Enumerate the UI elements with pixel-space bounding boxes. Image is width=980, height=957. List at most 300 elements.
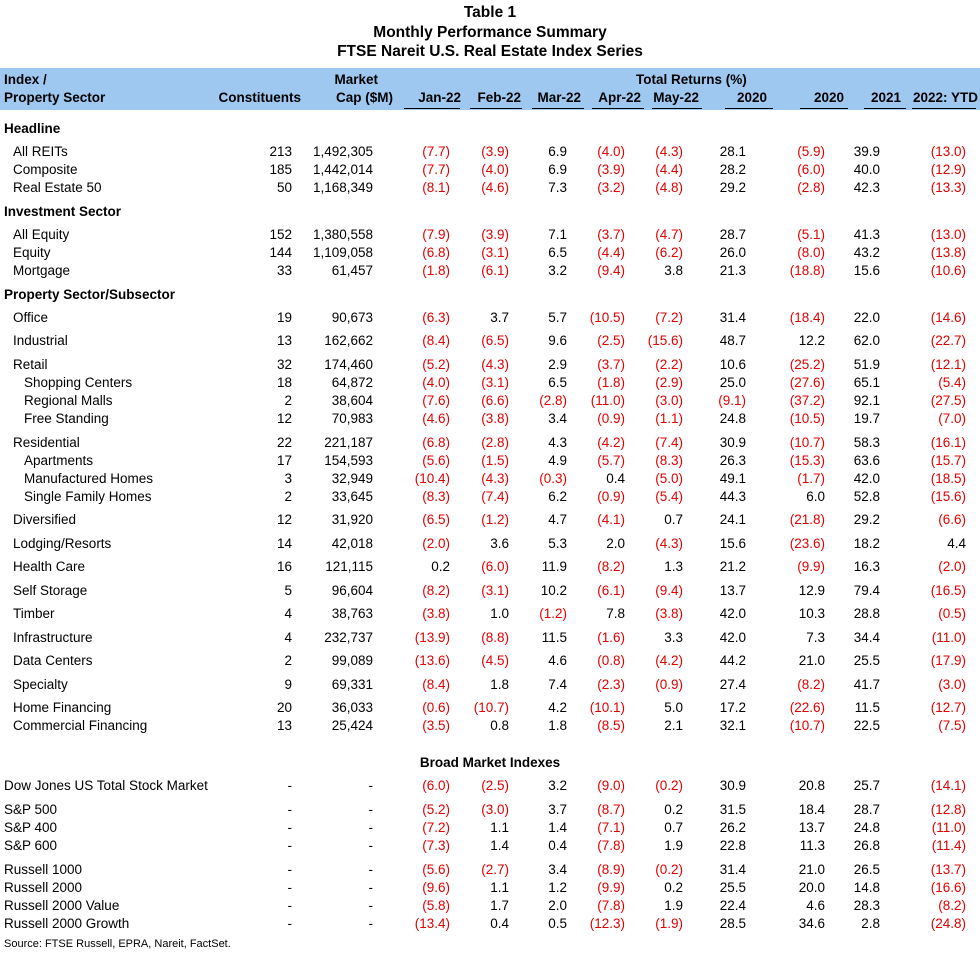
market-cap-cell: -	[368, 880, 373, 895]
return-cell: (10.5)	[589, 310, 625, 325]
return-cell: (7.5)	[938, 718, 966, 733]
market-cap-cell: 32,949	[331, 471, 373, 486]
market-cap-cell: 1,109,058	[312, 245, 373, 260]
return-cell: 34.6	[798, 916, 825, 931]
table-row	[0, 915, 980, 933]
constituents-cell: 4	[284, 630, 292, 645]
return-cell: 28.8	[853, 606, 880, 621]
row-name: Data Centers	[13, 653, 93, 668]
return-cell: (7.6)	[422, 393, 450, 408]
return-cell: 1.7	[490, 898, 509, 913]
return-cell: (6.0)	[797, 162, 825, 177]
return-cell: (17.9)	[930, 653, 966, 668]
return-cell: 26.2	[719, 820, 746, 835]
table-row	[0, 511, 980, 529]
header-col-jan22: Jan-22	[418, 90, 461, 105]
table-row	[0, 143, 980, 161]
return-cell: (27.6)	[789, 375, 825, 390]
return-cell: 6.5	[548, 375, 567, 390]
return-cell: 62.0	[853, 333, 880, 348]
constituents-cell: -	[287, 862, 292, 877]
return-cell: (2.8)	[481, 435, 509, 450]
return-cell: (15.6)	[647, 333, 683, 348]
row-name: Dow Jones US Total Stock Market	[4, 778, 208, 793]
return-cell: (13.3)	[930, 180, 966, 195]
return-cell: (10.7)	[789, 718, 825, 733]
return-cell: (13.4)	[414, 916, 450, 931]
row-name: Commercial Financing	[13, 718, 148, 733]
return-cell: (11.0)	[590, 393, 625, 408]
return-cell: (27.5)	[930, 393, 966, 408]
return-cell: 10.2	[540, 583, 567, 598]
return-cell: 51.9	[853, 357, 880, 372]
broad-market-title: Broad Market Indexes	[419, 755, 561, 770]
market-cap-cell: 99,089	[331, 653, 373, 668]
return-cell: 29.2	[719, 180, 746, 195]
return-cell: (0.3)	[539, 471, 567, 486]
header-underline	[800, 108, 848, 109]
return-cell: 19.7	[853, 411, 880, 426]
return-cell: 18.2	[853, 536, 880, 551]
return-cell: (5.2)	[422, 357, 450, 372]
header-col-2022-ytd: 2022: YTD	[912, 90, 978, 105]
return-cell: (4.6)	[422, 411, 450, 426]
row-name: S&P 400	[4, 820, 58, 835]
table-header	[0, 68, 980, 110]
row-name: Residential	[13, 435, 80, 450]
return-cell: (2.5)	[481, 778, 509, 793]
return-cell: (1.1)	[655, 411, 683, 426]
return-cell: 41.7	[853, 677, 880, 692]
return-cell: (2.0)	[422, 536, 450, 551]
return-cell: (13.0)	[930, 227, 966, 242]
return-cell: (11.0)	[931, 630, 966, 645]
return-cell: (4.4)	[655, 162, 683, 177]
return-cell: (7.4)	[655, 435, 683, 450]
return-cell: 4.9	[548, 453, 567, 468]
return-cell: (10.6)	[930, 263, 966, 278]
return-cell: (3.1)	[481, 583, 509, 598]
return-cell: (6.8)	[422, 435, 450, 450]
return-cell: 42.0	[719, 606, 746, 621]
return-cell: 7.8	[606, 606, 625, 621]
header-underline	[912, 108, 976, 109]
constituents-cell: 2	[284, 393, 292, 408]
return-cell: (3.9)	[481, 227, 509, 242]
section-label: Investment Sector	[4, 204, 122, 219]
return-cell: 1.1	[490, 880, 509, 895]
return-cell: 24.8	[719, 411, 746, 426]
return-cell: (4.1)	[597, 512, 625, 527]
return-cell: 28.7	[719, 227, 746, 242]
market-cap-cell: 33,645	[331, 489, 373, 504]
return-cell: (4.2)	[655, 653, 683, 668]
return-cell: (10.5)	[789, 411, 825, 426]
return-cell: (22.7)	[930, 333, 966, 348]
header-col-2020a: 2020	[736, 90, 767, 105]
return-cell: 0.2	[664, 802, 683, 817]
return-cell: 22.5	[853, 718, 880, 733]
return-cell: (1.6)	[597, 630, 625, 645]
return-cell: 18.4	[798, 802, 825, 817]
return-cell: (13.8)	[930, 245, 966, 260]
return-cell: (2.5)	[597, 333, 625, 348]
return-cell: (6.6)	[938, 512, 966, 527]
return-cell: (12.7)	[930, 700, 966, 715]
return-cell: (16.5)	[930, 583, 966, 598]
return-cell: 0.4	[548, 838, 567, 853]
return-cell: (3.0)	[481, 802, 509, 817]
return-cell: (8.0)	[797, 245, 825, 260]
return-cell: 65.1	[853, 375, 880, 390]
return-cell: (8.8)	[481, 630, 509, 645]
table-row	[0, 837, 980, 855]
return-cell: (2.9)	[655, 375, 683, 390]
return-cell: 31.4	[719, 310, 746, 325]
market-cap-cell: -	[368, 862, 373, 877]
header-underline	[652, 108, 702, 109]
table-row	[0, 161, 980, 179]
return-cell: 4.2	[548, 700, 567, 715]
return-cell: 11.9	[541, 559, 567, 574]
return-cell: 0.7	[664, 512, 683, 527]
table-row	[0, 676, 980, 694]
table-row	[0, 605, 980, 623]
return-cell: (8.5)	[597, 718, 625, 733]
header-col-2021: 2021	[870, 90, 901, 105]
market-cap-cell: -	[368, 838, 373, 853]
return-cell: 11.3	[799, 838, 825, 853]
constituents-cell: 16	[276, 559, 292, 574]
table-row	[0, 558, 980, 576]
header-col-mar22: Mar-22	[537, 90, 581, 105]
return-cell: 3.6	[490, 536, 509, 551]
return-cell: (7.9)	[422, 227, 450, 242]
return-cell: (8.3)	[422, 489, 450, 504]
return-cell: 2.1	[664, 718, 683, 733]
return-cell: (9.0)	[597, 778, 625, 793]
return-cell: 41.3	[853, 227, 880, 242]
return-cell: 49.1	[719, 471, 746, 486]
return-cell: (18.5)	[930, 471, 966, 486]
return-cell: (21.8)	[789, 512, 825, 527]
row-name: Health Care	[13, 559, 86, 574]
return-cell: (3.7)	[597, 227, 625, 242]
return-cell: 6.9	[548, 162, 567, 177]
market-cap-cell: 1,442,014	[312, 162, 373, 177]
table-row	[0, 392, 980, 410]
return-cell: 3.4	[548, 411, 567, 426]
return-cell: 42.3	[853, 180, 880, 195]
constituents-cell: 22	[276, 435, 292, 450]
header-underline	[404, 108, 460, 109]
table-row	[0, 699, 980, 717]
table-row	[0, 488, 980, 506]
constituents-cell: 12	[276, 512, 292, 527]
return-cell: (12.3)	[589, 916, 625, 931]
row-name: Equity	[13, 245, 51, 260]
return-cell: 58.3	[853, 435, 880, 450]
table-subtitle: FTSE Nareit U.S. Real Estate Index Series	[337, 43, 643, 60]
table-row	[0, 629, 980, 647]
return-cell: 26.5	[853, 862, 880, 877]
header-market-line1: Market	[334, 72, 378, 87]
return-cell: 21.2	[719, 559, 746, 574]
return-cell: 40.0	[853, 162, 880, 177]
header-underline	[592, 108, 644, 109]
return-cell: (7.7)	[422, 162, 450, 177]
return-cell: (16.1)	[930, 435, 966, 450]
row-name: All REITs	[13, 144, 68, 159]
market-cap-cell: 154,593	[324, 453, 373, 468]
return-cell: (3.9)	[481, 144, 509, 159]
return-cell: 3.2	[548, 263, 567, 278]
return-cell: (7.4)	[481, 489, 509, 504]
return-cell: 29.2	[853, 512, 880, 527]
return-cell: 3.7	[548, 802, 567, 817]
constituents-cell: 2	[284, 653, 292, 668]
return-cell: 0.2	[431, 559, 450, 574]
header-col-apr22: Apr-22	[598, 90, 641, 105]
table-row	[0, 410, 980, 428]
return-cell: (3.8)	[422, 606, 450, 621]
return-cell: (4.3)	[481, 357, 509, 372]
return-cell: 0.7	[664, 820, 683, 835]
return-cell: 2.9	[548, 357, 567, 372]
return-cell: (1.5)	[481, 453, 509, 468]
return-cell: 2.8	[861, 916, 880, 931]
row-name: Single Family Homes	[24, 489, 152, 504]
return-cell: (3.2)	[597, 180, 625, 195]
return-cell: 14.8	[853, 880, 880, 895]
return-cell: (9.1)	[718, 393, 746, 408]
table-row	[0, 717, 980, 735]
constituents-cell: 213	[269, 144, 292, 159]
return-cell: (6.0)	[481, 559, 509, 574]
return-cell: (7.2)	[655, 310, 683, 325]
return-cell: 7.3	[806, 630, 825, 645]
return-cell: 28.1	[719, 144, 746, 159]
market-cap-cell: 61,457	[331, 263, 373, 278]
constituents-cell: 18	[276, 375, 292, 390]
return-cell: (4.7)	[655, 227, 683, 242]
table-titles	[0, 3, 980, 62]
constituents-cell: 32	[276, 357, 292, 372]
return-cell: (13.7)	[930, 862, 966, 877]
return-cell: (0.2)	[655, 778, 683, 793]
return-cell: (2.3)	[597, 677, 625, 692]
return-cell: 26.8	[853, 838, 880, 853]
table-row	[0, 470, 980, 488]
return-cell: 5.0	[664, 700, 683, 715]
return-cell: (37.2)	[789, 393, 825, 408]
market-cap-cell: 96,604	[331, 583, 373, 598]
market-cap-cell: 1,380,558	[312, 227, 373, 242]
return-cell: 4.7	[548, 512, 567, 527]
table-row	[0, 652, 980, 670]
table-row	[0, 452, 980, 470]
return-cell: 3.4	[548, 862, 567, 877]
row-name: All Equity	[13, 227, 70, 242]
table-row	[0, 777, 980, 795]
return-cell: (5.4)	[655, 489, 683, 504]
header-underline	[532, 108, 584, 109]
return-cell: 7.3	[548, 180, 567, 195]
constituents-cell: 17	[276, 453, 292, 468]
market-cap-cell: 162,662	[324, 333, 373, 348]
return-cell: (15.3)	[789, 453, 825, 468]
return-cell: 26.3	[719, 453, 746, 468]
constituents-cell: 4	[284, 606, 292, 621]
market-cap-cell: 36,033	[331, 700, 373, 715]
return-cell: (3.1)	[481, 375, 509, 390]
return-cell: 63.6	[853, 453, 880, 468]
table-row	[0, 374, 980, 392]
return-cell: 5.3	[548, 536, 567, 551]
return-cell: 44.2	[719, 653, 746, 668]
return-cell: (15.7)	[930, 453, 966, 468]
return-cell: 26.0	[719, 245, 746, 260]
row-name: S&P 600	[4, 838, 58, 853]
table-row	[0, 244, 980, 262]
table-row	[0, 861, 980, 879]
table-row	[0, 897, 980, 915]
return-cell: 22.8	[719, 838, 746, 853]
return-cell: (5.1)	[797, 227, 825, 242]
return-cell: 15.6	[853, 263, 880, 278]
return-cell: 22.0	[853, 310, 880, 325]
return-cell: 24.8	[853, 820, 880, 835]
return-cell: 1.1	[490, 820, 509, 835]
constituents-cell: 9	[284, 677, 292, 692]
constituents-cell: 19	[276, 310, 292, 325]
return-cell: (1.7)	[797, 471, 825, 486]
table-row	[0, 179, 980, 197]
return-cell: 28.2	[719, 162, 746, 177]
return-cell: (6.6)	[481, 393, 509, 408]
constituents-cell: 144	[269, 245, 292, 260]
return-cell: 10.6	[719, 357, 746, 372]
return-cell: (11.4)	[931, 838, 966, 853]
return-cell: 4.4	[947, 536, 966, 551]
table-row	[0, 819, 980, 837]
market-cap-cell: 31,920	[331, 512, 373, 527]
return-cell: 12.2	[798, 333, 825, 348]
row-name: Lodging/Resorts	[13, 536, 112, 551]
return-cell: (8.4)	[422, 677, 450, 692]
constituents-cell: -	[287, 820, 292, 835]
return-cell: (3.7)	[597, 357, 625, 372]
return-cell: 12.9	[798, 583, 825, 598]
market-cap-cell: -	[368, 778, 373, 793]
return-cell: (2.2)	[655, 357, 683, 372]
market-cap-cell: 70,983	[331, 411, 373, 426]
return-cell: (16.6)	[930, 880, 966, 895]
return-cell: (5.8)	[422, 898, 450, 913]
return-cell: (4.5)	[481, 653, 509, 668]
header-col-2020b: 2020	[813, 90, 844, 105]
constituents-cell: 50	[276, 180, 292, 195]
market-cap-cell: 42,018	[331, 536, 373, 551]
row-name: Apartments	[24, 453, 94, 468]
row-name: Real Estate 50	[13, 180, 102, 195]
header-index-line1: Index /	[4, 72, 47, 87]
return-cell: 0.4	[606, 471, 625, 486]
return-cell: (15.6)	[930, 489, 966, 504]
return-cell: (3.5)	[422, 718, 450, 733]
return-cell: (11.0)	[931, 820, 966, 835]
return-cell: 25.5	[719, 880, 746, 895]
market-cap-cell: 1,492,305	[312, 144, 373, 159]
row-name: Self Storage	[13, 583, 88, 598]
return-cell: 43.2	[853, 245, 880, 260]
return-cell: (6.5)	[481, 333, 509, 348]
header-market-line2: Cap ($M)	[336, 90, 393, 105]
return-cell: (2.0)	[938, 559, 966, 574]
table-row	[0, 356, 980, 374]
return-cell: (8.2)	[938, 898, 966, 913]
row-name: Mortgage	[13, 263, 71, 278]
return-cell: (3.9)	[597, 162, 625, 177]
return-cell: 6.0	[806, 489, 825, 504]
return-cell: (12.9)	[930, 162, 966, 177]
return-cell: 3.7	[490, 310, 509, 325]
table-row	[0, 434, 980, 452]
return-cell: 5.7	[548, 310, 567, 325]
return-cell: (4.0)	[597, 144, 625, 159]
return-cell: (9.9)	[797, 559, 825, 574]
section-label: Headline	[4, 121, 61, 136]
return-cell: (5.4)	[938, 375, 966, 390]
return-cell: (7.8)	[597, 898, 625, 913]
constituents-cell: 13	[276, 718, 292, 733]
return-cell: 22.4	[719, 898, 746, 913]
return-cell: 31.5	[719, 802, 746, 817]
table-row	[0, 535, 980, 553]
return-cell: (4.6)	[481, 180, 509, 195]
return-cell: (0.9)	[597, 411, 625, 426]
row-name: Manufactured Homes	[24, 471, 154, 486]
return-cell: 79.4	[853, 583, 880, 598]
row-name: Russell 2000	[4, 880, 83, 895]
return-cell: (6.3)	[422, 310, 450, 325]
header-constituents: Constituents	[218, 90, 301, 105]
constituents-cell: -	[287, 916, 292, 931]
return-cell: 25.5	[853, 653, 880, 668]
return-cell: (4.3)	[655, 144, 683, 159]
market-cap-cell: 38,604	[331, 393, 373, 408]
constituents-cell: -	[287, 880, 292, 895]
return-cell: (5.6)	[422, 862, 450, 877]
return-cell: (24.8)	[930, 916, 966, 931]
return-cell: 0.2	[664, 880, 683, 895]
row-name: Russell 2000 Growth	[4, 916, 130, 931]
return-cell: (10.7)	[473, 700, 509, 715]
row-name: Russell 1000	[4, 862, 83, 877]
constituents-cell: 5	[284, 583, 292, 598]
return-cell: (3.8)	[481, 411, 509, 426]
return-cell: 11.5	[541, 630, 567, 645]
return-cell: 24.1	[719, 512, 746, 527]
return-cell: (5.6)	[422, 453, 450, 468]
return-cell: (8.1)	[422, 180, 450, 195]
return-cell: 6.2	[548, 489, 567, 504]
return-cell: (18.4)	[789, 310, 825, 325]
return-cell: 1.2	[548, 880, 567, 895]
return-cell: 20.0	[798, 880, 825, 895]
return-cell: 1.9	[664, 838, 683, 853]
return-cell: (7.1)	[597, 820, 625, 835]
